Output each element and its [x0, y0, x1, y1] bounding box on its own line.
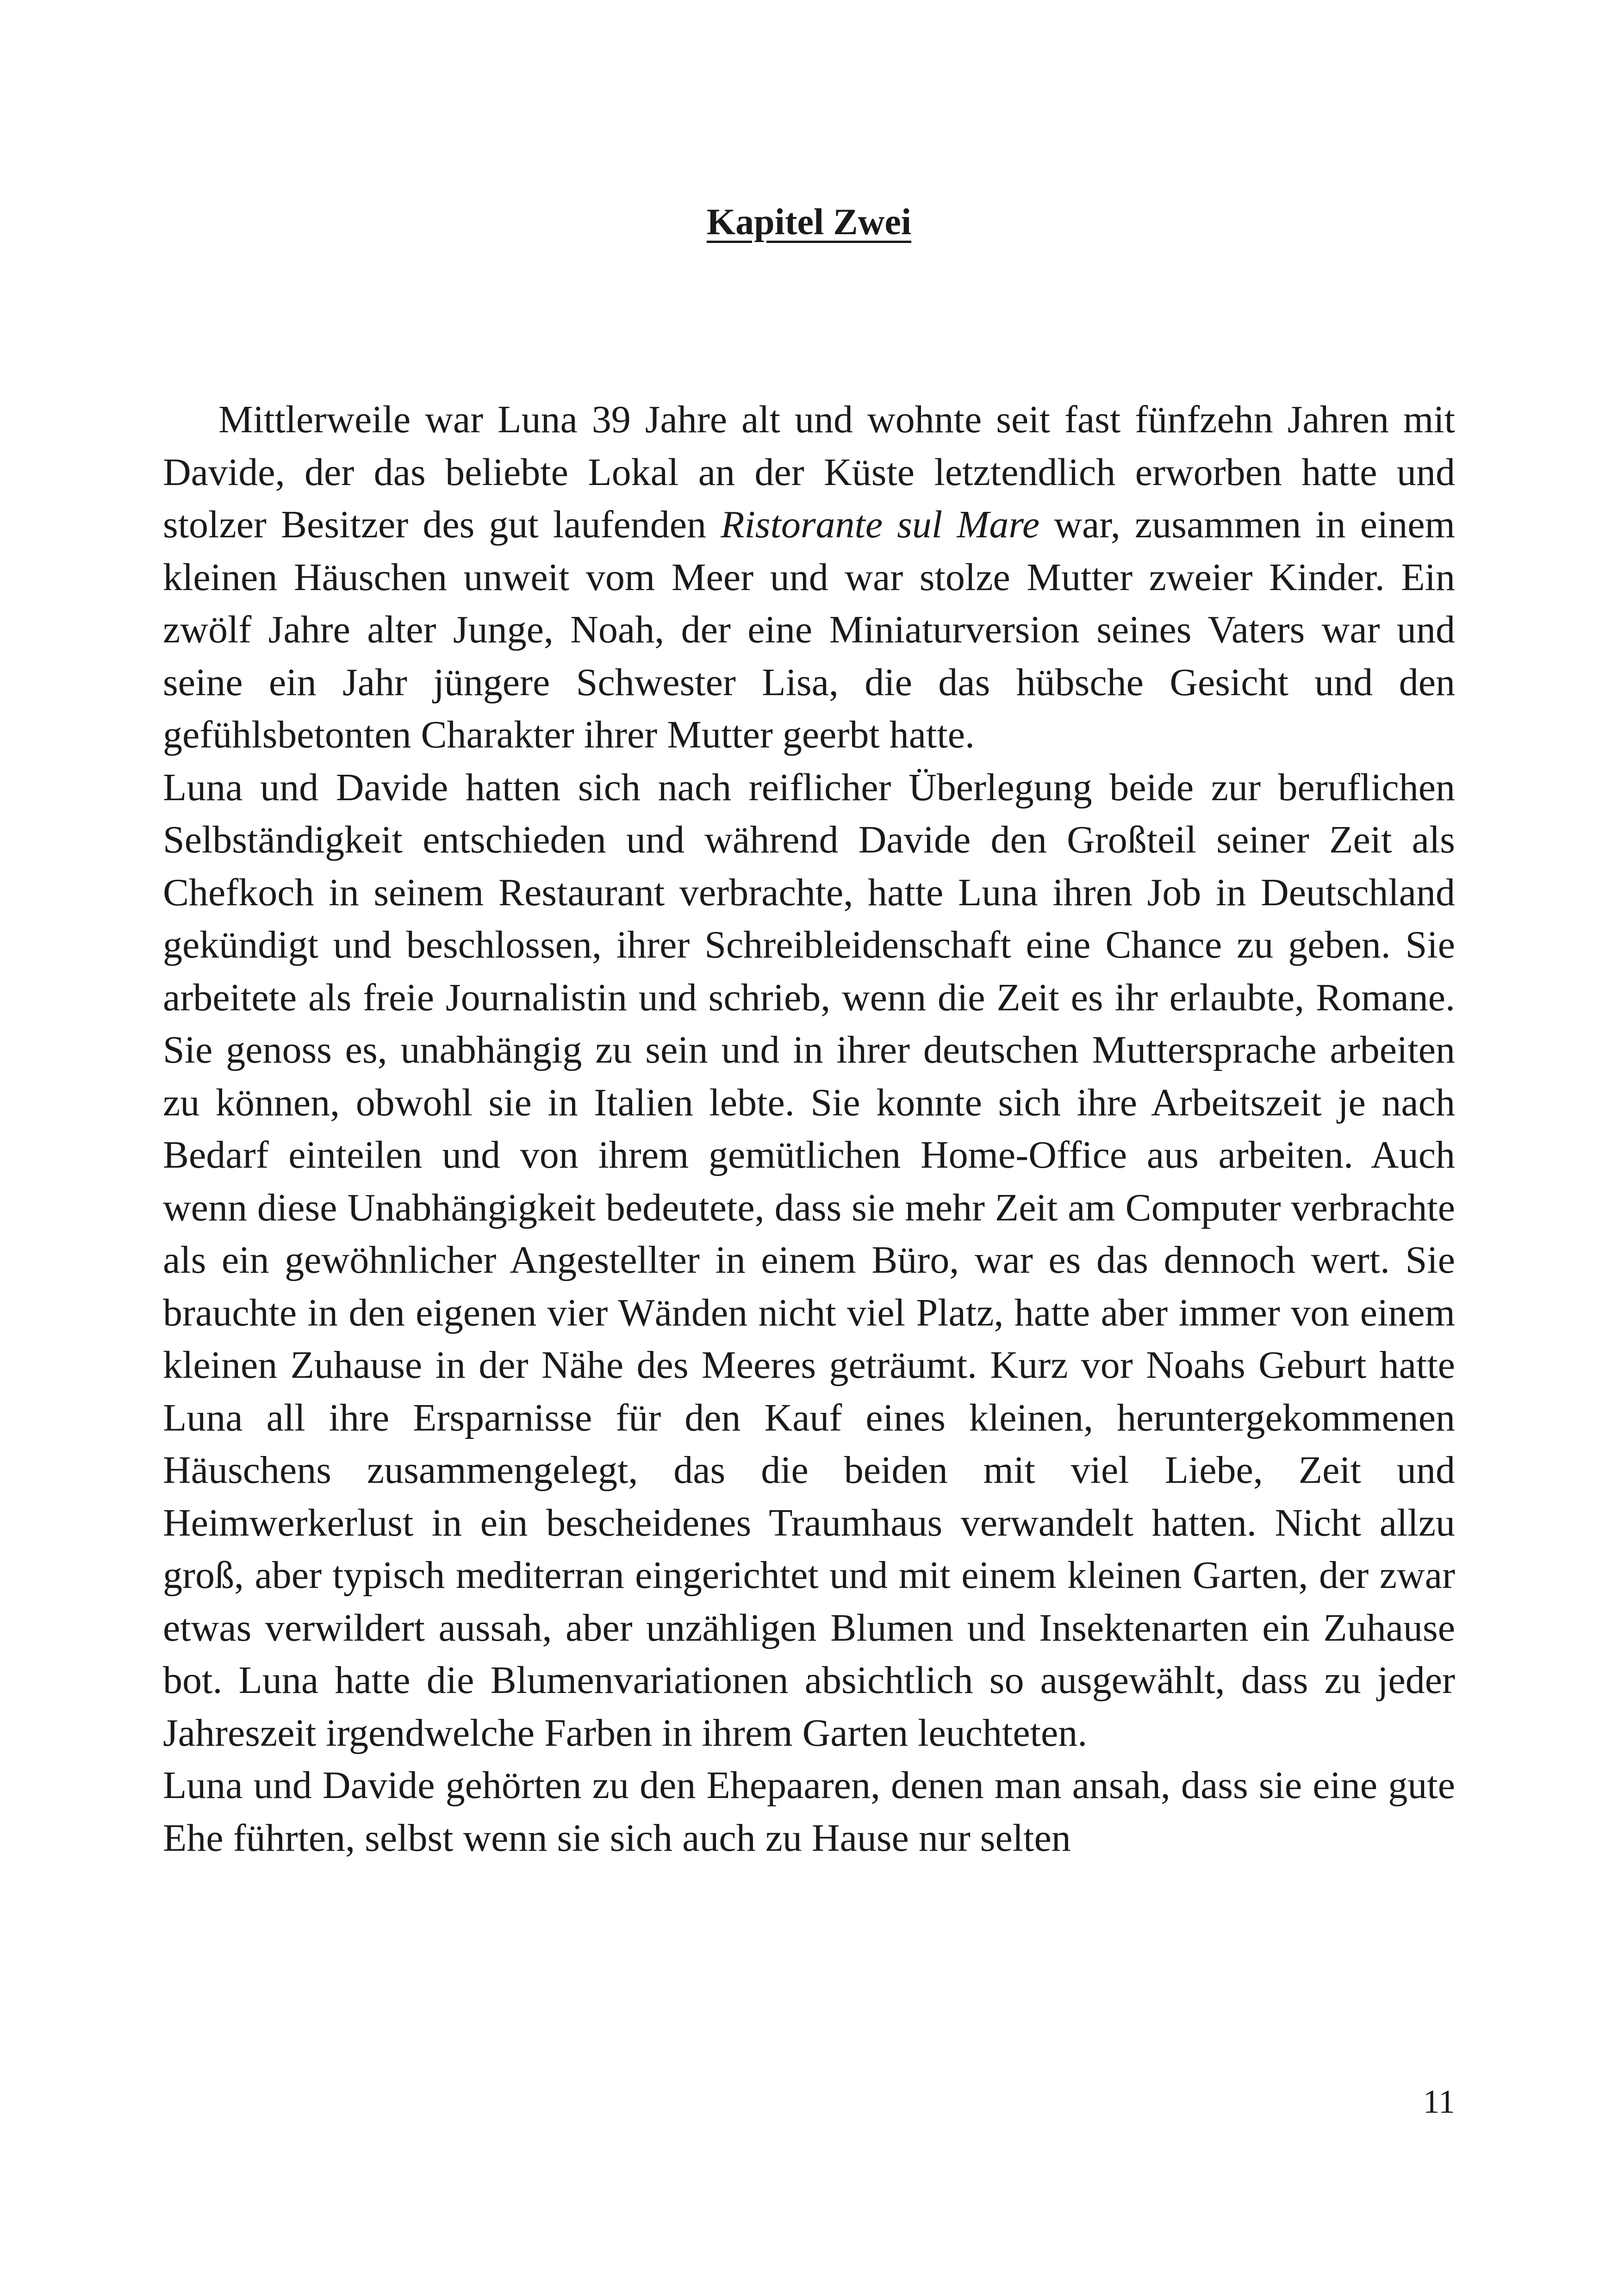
page-number: 11 [1423, 2083, 1455, 2120]
paragraph-1-text-start: Mittlerweile war Luna 39 Jahre alt und wohnte seit fast fünfzehn Jahren mit Davide, der das beliebte Lokal an der Küste letztendlich erworben hatte und stolzer Besitzer des gut laufenden [163, 398, 1455, 546]
paragraph-1-text-end: war, zusammen in einem kleinen Häuschen unweit vom Meer und war stolze Mutter zweier Kinder. Ein zwölf Jahre alter Junge, Noah, der eine Miniaturversion seines Vaters war und seine ein Jahr jüngere Schwester Lisa, die das hübsche Gesicht und den gefühlsbetonten Charakter ihrer Mutter geerbt hatte. [163, 503, 1455, 756]
body-text [163, 393, 1455, 1864]
restaurant-name: Ristorante sul Mare [721, 503, 1040, 546]
paragraph-1 [163, 393, 1455, 761]
chapter-title: Kapitel Zwei [706, 202, 912, 243]
paragraph-2: Luna und Davide hatten sich nach reiflicher Überlegung beide zur beruflichen Selbständigkeit entschieden und während Davide den Großteil seiner Zeit als Chefkoch in seinem Restaurant verbrachte, hatte Luna ihren Job in Deutschland gekündigt und beschlossen, ihrer Schreibleidenschaft eine Chance zu geben. Sie arbeitete als freie Journalistin und schrieb, wenn die Zeit es ihr erlaubte, Romane. Sie genoss es, unabhängig zu sein und in ihrer deutschen Muttersprache arbeiten zu können, obwohl sie in Italien lebte. Sie konnte sich ihre Arbeitszeit je nach Bedarf einteilen und von ihrem gemütlichen Home-Office aus arbeiten. Auch wenn diese Unabhängigkeit bedeutete, dass sie mehr Zeit am Computer verbrachte als ein gewöhnlicher Angestellter in einem Büro, war es das dennoch wert. Sie brauchte in den eigenen vier Wänden nicht viel Platz, hatte aber immer von einem kleinen Zuhause in der Nähe des Meeres geträumt. Kurz vor Noahs Geburt hatte Luna all ihre Ersparnisse für den Kauf eines kleinen, heruntergekommenen Häuschens zusammengelegt, das die beiden mit viel Liebe, Zeit und Heimwerkerlust in ein bescheidenes Traumhaus verwandelt hatten. Nicht allzu groß, aber typisch mediterran eingerichtet und mit einem kleinen Garten, der zwar etwas verwildert aussah, aber unzähligen Blumen und Insektenarten ein Zuhause bot. Luna hatte die Blumenvariationen absichtlich so ausgewählt, dass zu jeder Jahreszeit irgendwelche Farben in ihrem Garten leuchteten. [163, 765, 1455, 1755]
paragraph-3: Luna und Davide gehörten zu den Ehepaaren, denen man ansah, dass sie eine gute Ehe führten, selbst wenn sie sich auch zu Hause nur selten [163, 1764, 1455, 1860]
